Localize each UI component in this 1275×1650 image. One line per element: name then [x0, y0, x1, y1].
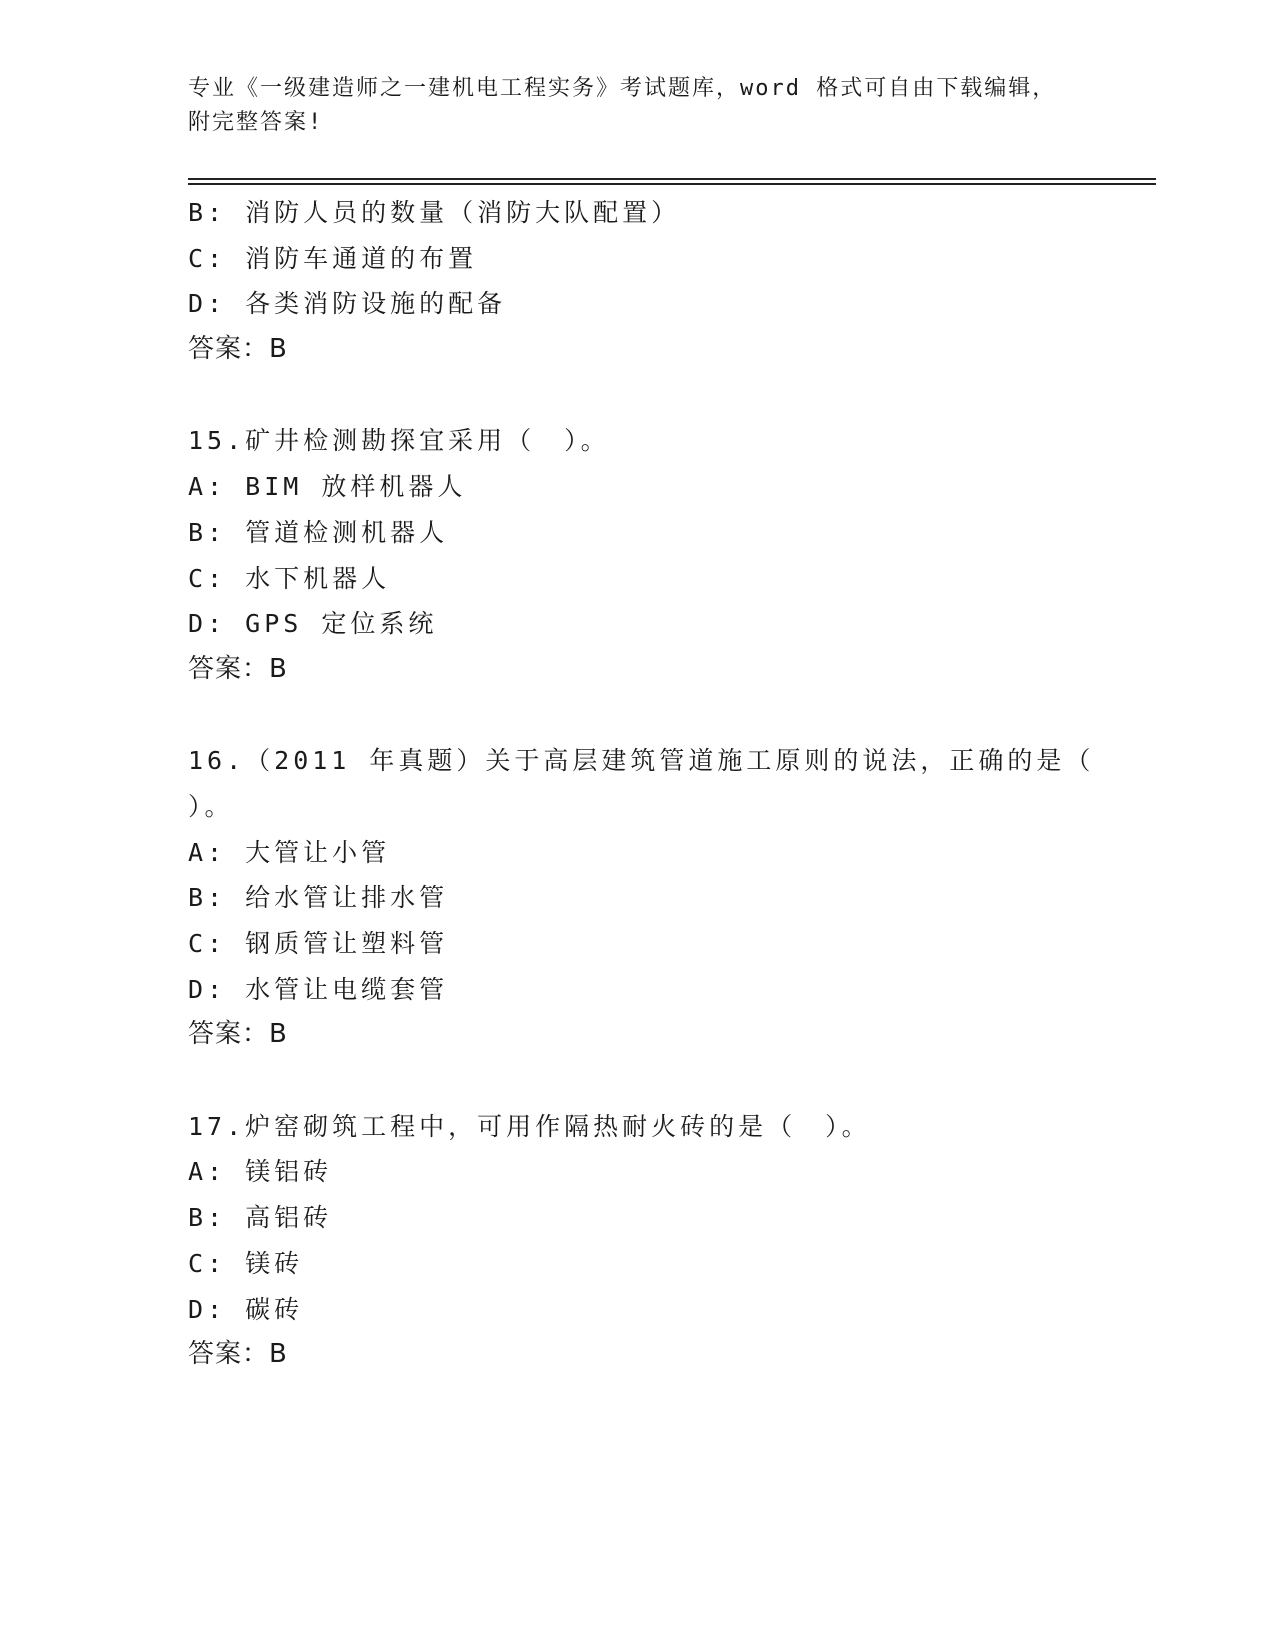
option-line: A: 大管让小管	[188, 837, 391, 867]
header-divider-top	[188, 178, 1156, 180]
option-line: C: 钢质管让塑料管	[188, 929, 449, 958]
option-line: A: BIM 放样机器人	[188, 472, 467, 502]
option-line: B: 高铝砖	[188, 1203, 333, 1233]
question-stem: 16.（2011 年真题）关于高层建筑管道施工原则的说法，正确的是（	[188, 746, 1095, 776]
option-line: D: 水管让电缆套管	[188, 974, 449, 1004]
question-stem: 15.矿井检测勘探宜采用（ ）。	[188, 426, 610, 456]
option-line: D: 各类消防设施的配备	[188, 289, 507, 319]
answer-line: 答案：B	[188, 334, 288, 365]
header-line-2: 附完整答案!	[188, 110, 324, 135]
option-line: B: 消防人员的数量（消防大队配置）	[188, 198, 681, 227]
option-line: D: GPS 定位系统	[188, 609, 438, 639]
option-line: A: 镁铝砖	[188, 1157, 333, 1187]
question-16	[188, 738, 1095, 1058]
option-line: D: 碳砖	[188, 1294, 304, 1324]
spacer	[188, 373, 1088, 419]
question-14-continued	[188, 190, 1088, 373]
option-line: C: 水下机器人	[188, 563, 391, 593]
answer-line: 答案：B	[188, 1339, 288, 1370]
header-divider-bottom	[188, 183, 1156, 185]
option-line: B: 管道检测机器人	[188, 517, 449, 547]
answer-line: 答案：B	[188, 1019, 288, 1050]
question-stem-continued: ）。	[188, 791, 234, 821]
header-line-1: 专业《一级建造师之一建机电工程实务》考试题库，word 格式可自由下载编辑，	[188, 76, 1057, 101]
spacer	[188, 693, 1088, 739]
option-line: B: 给水管让排水管	[188, 883, 449, 913]
option-line: C: 消防车通道的布置	[188, 243, 478, 273]
question-content	[188, 190, 1095, 1378]
spacer	[188, 1058, 1088, 1104]
option-line: C: 镁砖	[188, 1248, 304, 1278]
question-15	[188, 418, 1088, 692]
answer-line: 答案：B	[188, 653, 288, 684]
question-stem: 17.炉窑砌筑工程中，可用作隔热耐火砖的是（ ）。	[188, 1111, 871, 1141]
question-17	[188, 1104, 1088, 1378]
page-header	[188, 72, 1088, 140]
